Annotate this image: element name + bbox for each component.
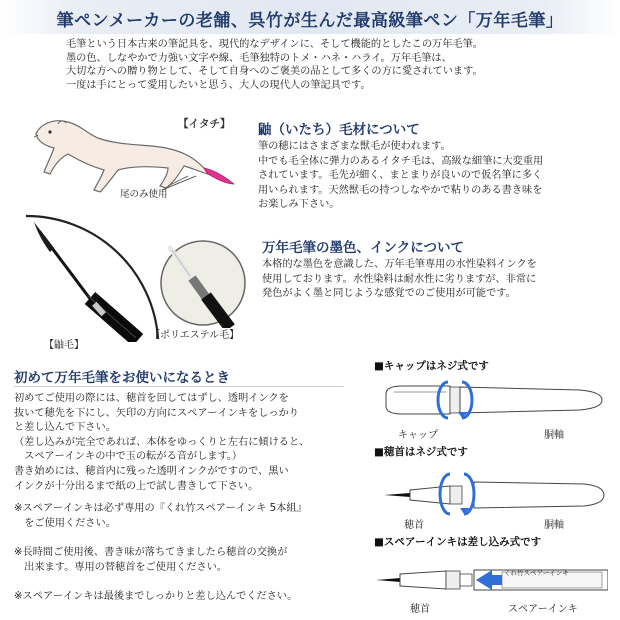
page-title: 筆ペンメーカーの老舗、呉竹が生んだ最高級筆ペン「万年毛筆」 — [56, 11, 564, 31]
note-line: をご使用ください。 — [14, 517, 116, 529]
nib-label: 穂首 — [404, 520, 424, 531]
intro-paragraph — [66, 38, 586, 92]
intro-line: 一度は手にとって愛用したいと思う、大人の現代人の筆記具です。 — [66, 79, 371, 91]
usage-line: 抜いて穂先を下にし、矢印の方向にスペアーインキをしっかり — [14, 407, 299, 419]
hair-line: 用いられます。天然獣毛の持つしなやかで粘りのある書き味を — [258, 184, 543, 196]
nib-diagram-title: ■穂首はネジ式です — [374, 446, 468, 458]
barrel-label-nib: 胴軸 — [544, 520, 564, 531]
usage-line: 初めてご使用の際には、穂首を回してはずし、透明インクを — [14, 393, 289, 404]
note-line: 出来ます。専用の替穂首をご使用ください。 — [14, 561, 228, 573]
spare-diagram-title: ■スペアーインキは差し込み式です — [374, 536, 542, 548]
usage-line: インクが十分出るまで紙の上で試し書きして下さい。 — [14, 480, 259, 492]
weasel-brush-drawing — [20, 212, 162, 342]
cap-diagram-drawing — [380, 378, 606, 422]
nib-diagram-drawing — [384, 466, 606, 520]
usage-instructions — [14, 392, 309, 494]
polyester-brush-figure — [158, 238, 248, 328]
note-line: ※スペアーインキは最後までしっかりと差し込んでください。 — [14, 591, 298, 602]
cap-diagram-title: ■キャップはネジ式です — [374, 360, 489, 372]
usage-note-nib-replacement — [14, 546, 287, 575]
hair-line: 中でも毛全体に弾力のあるイタチ毛は、高級な細筆に大変重用 — [258, 155, 544, 167]
intro-line: 大切な方への贈り物として、そして自身へのご褒美の品として多くの方に愛されています。 — [66, 66, 483, 78]
note-line: ※長時間ご使用後、書き味が落ちてきましたら穂首の交換が — [14, 547, 288, 558]
polyester-brush-drawing — [158, 238, 248, 328]
tail-note: 尾のみ使用 — [120, 189, 168, 200]
weasel-brush-label: 【鼬毛】 — [44, 340, 84, 351]
spare-diagram-drawing — [376, 562, 608, 598]
usage-line: と差し込んで下さい。 — [14, 422, 116, 434]
spare-diagram — [376, 562, 608, 598]
usage-line: （差し込みが完全であれば、本体をゆっくりと左右に傾けると、 — [14, 436, 310, 448]
cartridge-text: くれ竹スペアーインキ — [504, 569, 569, 577]
cap-diagram — [380, 378, 606, 422]
hair-line: 筆の穂にはさまざまな獣毛が使われます。 — [258, 141, 451, 152]
usage-line: スペアーインキの中で玉の転がる音がします。） — [14, 451, 243, 463]
cap-label: キャップ — [398, 430, 438, 441]
ink-section-title: 万年毛筆の墨色、インクについて — [262, 240, 464, 256]
polyester-brush-label: 【ポリエステル毛】 — [150, 330, 240, 341]
usage-section-title: 初めて万年毛筆をお使いになるとき — [14, 370, 230, 386]
ink-line: 本格的な墨色を意識した、万年毛筆専用の水性染料インクを — [262, 259, 537, 270]
intro-line: 毛筆という日本古来の筆記具を、現代的なデザインに、そして機能的としたこの万年毛筆。 — [66, 39, 483, 50]
nib-label-spare: 穂首 — [410, 604, 430, 615]
weasel-tag: 【イタチ】 — [178, 118, 231, 130]
usage-note-spare-ink — [14, 502, 307, 531]
intro-line: 墨の色、しなやかで力強い文字や線、毛筆独特のトメ・ハネ・ハライ。万年毛筆は、 — [66, 52, 452, 64]
usage-line: 書き始めには、穂首内に残った透明インクがですので、黒い — [14, 465, 289, 477]
ink-line: 発色がよく墨と同じような感覚でのご使用が可能です。 — [262, 288, 516, 300]
hair-section-title: 鼬（いたち）毛材について — [258, 122, 420, 138]
ink-section-body — [262, 258, 537, 302]
usage-title-rule — [14, 386, 344, 387]
hair-line: されています。毛先が細く、まとまりが良いので仮名筆に多く — [258, 170, 543, 182]
note-line: ※スペアーインキは必ず専用の『くれ竹スペアーインキ 5本組』 — [14, 503, 307, 514]
hair-line: お楽しみ下さい。 — [258, 199, 340, 211]
hair-section-body — [258, 140, 543, 213]
nib-diagram — [384, 466, 606, 520]
barrel-label-cap: 胴軸 — [544, 430, 564, 441]
weasel-brush-figure — [20, 212, 162, 342]
tail-note-pointer — [160, 172, 200, 192]
ink-line: 使用しております。水性染料は耐水性に劣りますが、非常に — [262, 273, 537, 285]
spare-ink-label: スペアーインキ — [508, 604, 578, 615]
usage-note-insert-fully — [14, 590, 297, 605]
